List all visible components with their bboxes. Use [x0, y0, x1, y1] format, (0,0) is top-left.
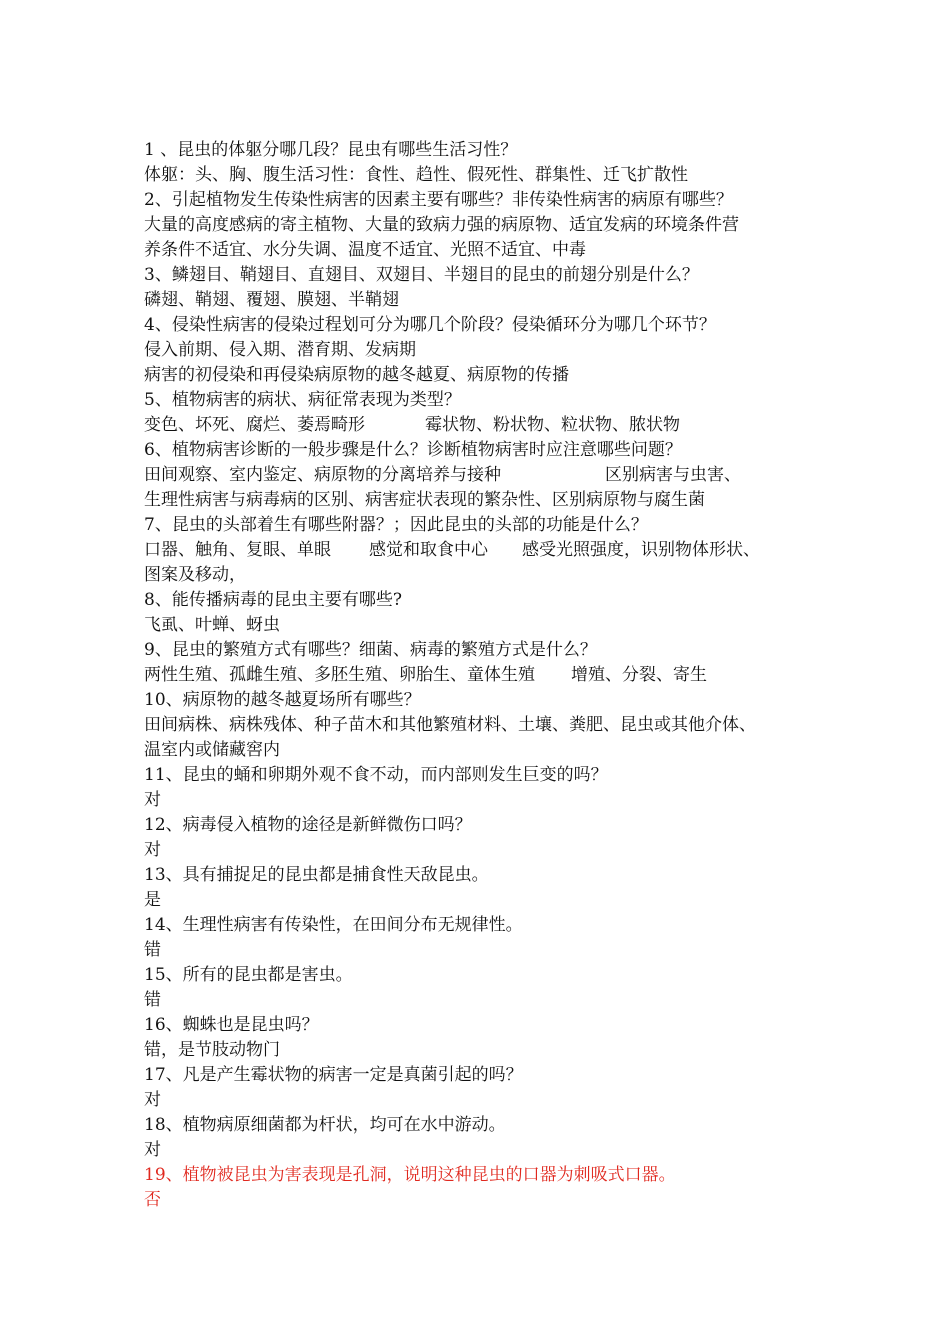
question-14: 14、生理性病害有传染性，在田间分布无规律性。: [144, 915, 523, 935]
question-10: 10、病原物的越冬越夏场所有哪些？: [144, 690, 421, 710]
answer-2-line-2: 养条件不适宜、水分失调、温度不适宜、光照不适宜、中毒: [144, 240, 586, 260]
answer-4-line-2: 病害的初侵染和再侵染病原物的越冬越夏、病原物的传播: [144, 365, 569, 385]
question-9: 9、昆虫的繁殖方式有哪些？细菌、病毒的繁殖方式是什么？: [144, 640, 597, 660]
answer-6-part-1: 田间观察、室内鉴定、病原物的分离培养与接种: [144, 465, 501, 485]
answer-17: 对: [144, 1090, 161, 1110]
answer-7-line-1: [144, 538, 824, 563]
answer-7-part-1: 口器、触角、复眼、单眼: [144, 540, 331, 560]
question-5: 5、植物病害的病状、病征常表现为类型？: [144, 390, 461, 410]
answer-10-line-2: 温室内或储藏窖内: [144, 740, 280, 760]
question-12: 12、病毒侵入植物的途径是新鲜微伤口吗？: [144, 815, 472, 835]
answer-10-line-1: 田间病株、病株残体、种子苗木和其他繁殖材料、土壤、粪肥、昆虫或其他介体、: [144, 715, 756, 735]
answer-15: 错: [144, 990, 161, 1010]
answer-9-part-2: 增殖、分裂、寄生: [571, 665, 707, 685]
question-7: 7、昆虫的头部着生有哪些附器？；因此昆虫的头部的功能是什么？: [144, 515, 648, 535]
answer-9: [144, 663, 824, 688]
answer-11: 对: [144, 790, 161, 810]
question-13: 13、具有捕捉足的昆虫都是捕食性天敌昆虫。: [144, 865, 489, 885]
question-6: 6、植物病害诊断的一般步骤是什么？诊断植物病害时应注意哪些问题？: [144, 440, 682, 460]
answer-7-line-2: 图案及移动，: [144, 565, 246, 585]
question-17: 17、凡是产生霉状物的病害一定是真菌引起的吗？: [144, 1065, 523, 1085]
answer-6-line-2: 生理性病害与病毒病的区别、病害症状表现的繁杂性、区别病原物与腐生菌: [144, 490, 705, 510]
answer-5: [144, 413, 824, 438]
question-1: 1 、昆虫的体躯分哪几段？昆虫有哪些生活习性？: [144, 140, 518, 160]
answer-12: 对: [144, 840, 161, 860]
answer-7-part-2: 感觉和取食中心: [369, 540, 488, 560]
answer-4-line-1: 侵入前期、侵入期、潜育期、发病期: [144, 340, 416, 360]
answer-14: 错: [144, 940, 161, 960]
answer-1: 体躯：头、胸、腹生活习性：食性、趋性、假死性、群集性、迁飞扩散性: [144, 165, 688, 185]
answer-3: 磷翅、鞘翅、覆翅、膜翅、半鞘翅: [144, 290, 399, 310]
answer-6-line-1: [144, 463, 824, 488]
question-3: 3、鳞翅目、鞘翅目、直翅目、双翅目、半翅目的昆虫的前翅分别是什么？: [144, 265, 699, 285]
question-18: 18、植物病原细菌都为杆状，均可在水中游动。: [144, 1115, 506, 1135]
question-19: 19、植物被昆虫为害表现是孔洞，说明这种昆虫的口器为刺吸式口器。: [144, 1165, 676, 1185]
document-body: [144, 138, 824, 1213]
answer-19: 否: [144, 1190, 161, 1210]
answer-13: 是: [144, 890, 161, 910]
answer-5-part-2: 霉状物、粉状物、粒状物、脓状物: [425, 415, 680, 435]
answer-18: 对: [144, 1140, 161, 1160]
answer-16: 错，是节肢动物门: [144, 1040, 280, 1060]
answer-5-part-1: 变色、坏死、腐烂、萎焉畸形: [144, 415, 365, 435]
question-2: 2、引起植物发生传染性病害的因素主要有哪些？非传染性病害的病原有哪些？: [144, 190, 733, 210]
answer-8: 飞虱、叶蝉、蚜虫: [144, 615, 280, 635]
question-15: 15、所有的昆虫都是害虫。: [144, 965, 353, 985]
answer-6-part-2: 区别病害与虫害、: [605, 465, 741, 485]
answer-7-part-3: 感受光照强度，识别物体形状、: [522, 540, 760, 560]
question-11: 11、昆虫的蛹和卵期外观不食不动，而内部则发生巨变的吗？: [144, 765, 608, 785]
answer-9-part-1: 两性生殖、孤雌生殖、多胚生殖、卵胎生、童体生殖: [144, 665, 535, 685]
question-16: 16、蜘蛛也是昆虫吗？: [144, 1015, 319, 1035]
question-4: 4、侵染性病害的侵染过程划可分为哪几个阶段？侵染循环分为哪几个环节？: [144, 315, 716, 335]
answer-2-line-1: 大量的高度感病的寄主植物、大量的致病力强的病原物、适宜发病的环境条件营: [144, 215, 739, 235]
question-8: 8、能传播病毒的昆虫主要有哪些?: [144, 590, 402, 610]
